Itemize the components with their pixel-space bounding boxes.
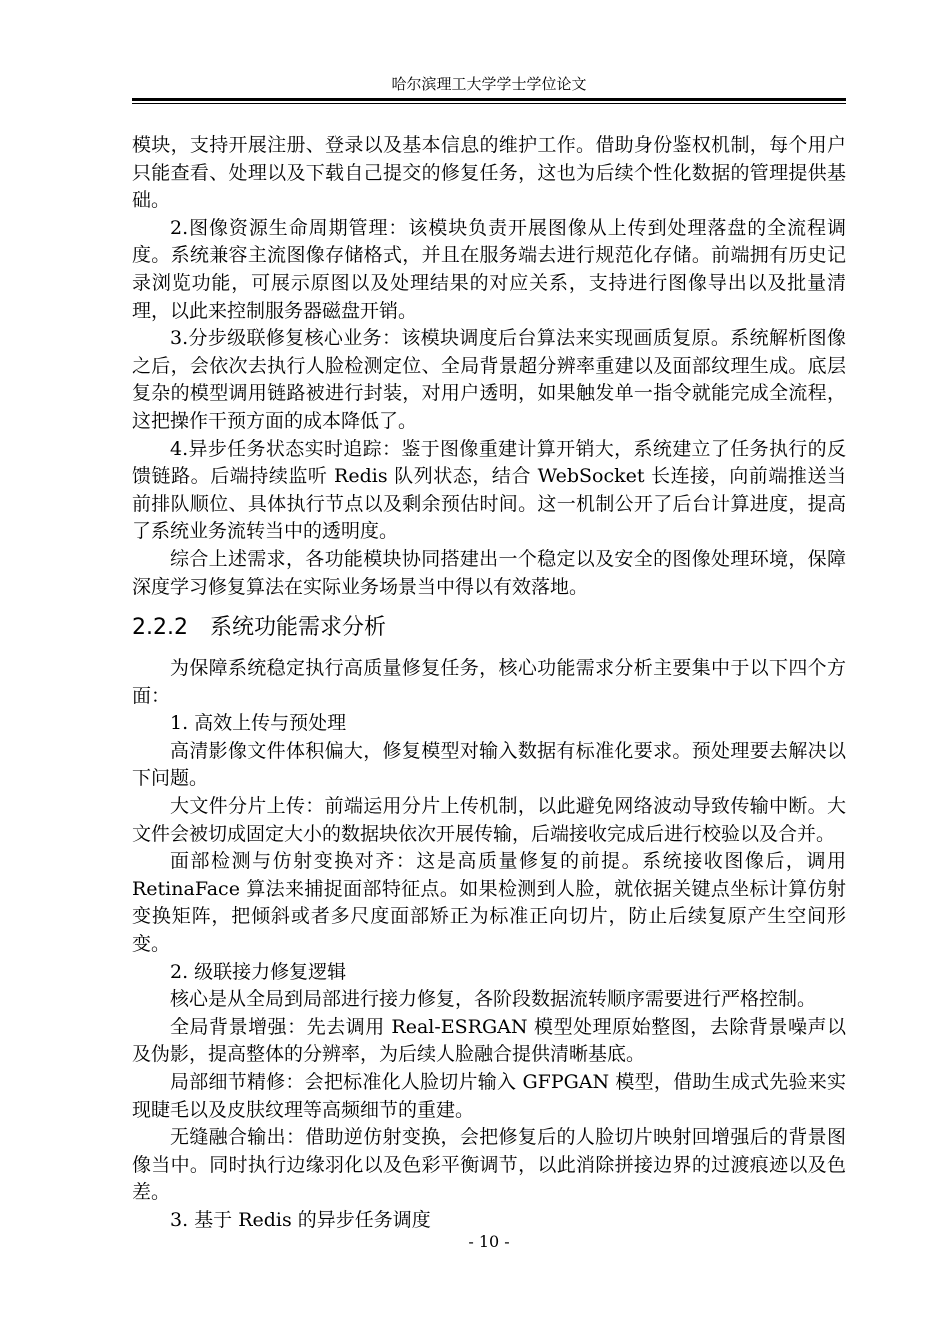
paragraph-chunk-upload: 大文件分片上传：前端运用分片上传机制，以此避免网络波动导致传输中断。大文件会被切成固定大小的数据块依次开展传输，后端接收完成后进行校验以及合并。 [132, 795, 846, 845]
paragraph-image-lifecycle: 2.图像资源生命周期管理：该模块负责开展图像从上传到处理落盘的全流程调度。系统兼容主流图像存储格式，并且在服务端去进行规范化存储。前端拥有历史记录浏览功能，可展示原图以及处理结果的对应关系，支持进行图像导出以及批量清理，以此来控制服务器磁盘开销。 [132, 216, 846, 322]
page-number: - 10 - [468, 1232, 510, 1251]
body-text [132, 132, 846, 1235]
list-heading-upload: 1. 高效上传与预处理 [170, 712, 347, 735]
list-heading-redis: 3. 基于 Redis 的异步任务调度 [170, 1208, 431, 1231]
paragraph-continued: 模块，支持开展注册、登录以及基本信息的维护工作。借助身份鉴权机制，每个用户只能查看、处理以及下载自己提交的修复任务，这也为后续个性化数据的管理提供基础。 [132, 134, 846, 212]
paragraph-face-detection: 面部检测与仿射变换对齐：这是高质量修复的前提。系统接收图像后，调用 RetinaFace 算法来捕捉面部特征点。如果检测到人脸，就依据关键点坐标计算仿射变换矩阵，把倾斜或者多尺度面部矫正为标准正向切片，防止后续复原产生空间形变。 [132, 850, 846, 956]
paragraph-async-tracking: 4.异步任务状态实时追踪：鉴于图像重建计算开销大，系统建立了任务执行的反馈链路。后端持续监听 Redis 队列状态，结合 WebSocket 长连接，向前端推送当前排队顺位、具体执行节点以及剩余预估时间。这一机制公开了后台计算进度，提高了系统业务流转当中的透明度。 [132, 437, 846, 543]
paragraph-cascade-repair: 3.分步级联修复核心业务：该模块调度后台算法来实现画质复原。系统解析图像之后，会依次去执行人脸检测定位、全局背景超分辨率重建以及面部纹理生成。底层复杂的模型调用链路被进行封装，对用户透明，如果触发单一指令就能完成全流程，这把操作干预方面的成本降低了。 [132, 327, 846, 432]
header-rule-thin [132, 103, 846, 104]
paragraph-summary: 综合上述需求，各功能模块协同搭建出一个稳定以及安全的图像处理环境，保障深度学习修复算法在实际业务场景当中得以有效落地。 [132, 547, 846, 598]
running-header: 哈尔滨理工大学学士学位论文 [391, 75, 587, 93]
section-title: 系统功能需求分析 [210, 615, 387, 641]
paragraph-seamless-fusion: 无缝融合输出：借助逆仿射变换，会把修复后的人脸切片映射回增强后的背景图像当中。同时执行边缘羽化以及色彩平衡调节，以此消除拼接边界的过渡痕迹以及色差。 [132, 1126, 846, 1204]
list-heading-cascade: 2. 级联接力修复逻辑 [170, 960, 347, 983]
paragraph-cascade: 核心是从全局到局部进行接力修复，各阶段数据流转顺序需要进行严格控制。 [170, 988, 817, 1011]
section-heading [132, 612, 846, 644]
header-rule-thick [132, 98, 846, 101]
paragraph-upload: 高清影像文件体积偏大，修复模型对输入数据有标准化要求。预处理要去解决以下问题。 [132, 739, 846, 790]
paragraph-intro: 为保障系统稳定执行高质量修复任务，核心功能需求分析主要集中于以下四个方面： [132, 657, 846, 707]
section-number: 2.2.2 [132, 615, 188, 641]
paragraph-local-refine: 局部细节精修：会把标准化人脸切片输入 GFPGAN 模型，借助生成式先验来实现睫毛以及皮肤纹理等高频细节的重建。 [132, 1071, 846, 1121]
paragraph-global-enhance: 全局背景增强：先去调用 Real-ESRGAN 模型处理原始整图，去除背景噪声以及伪影，提高整体的分辨率，为后续人脸融合提供清晰基底。 [132, 1015, 846, 1066]
